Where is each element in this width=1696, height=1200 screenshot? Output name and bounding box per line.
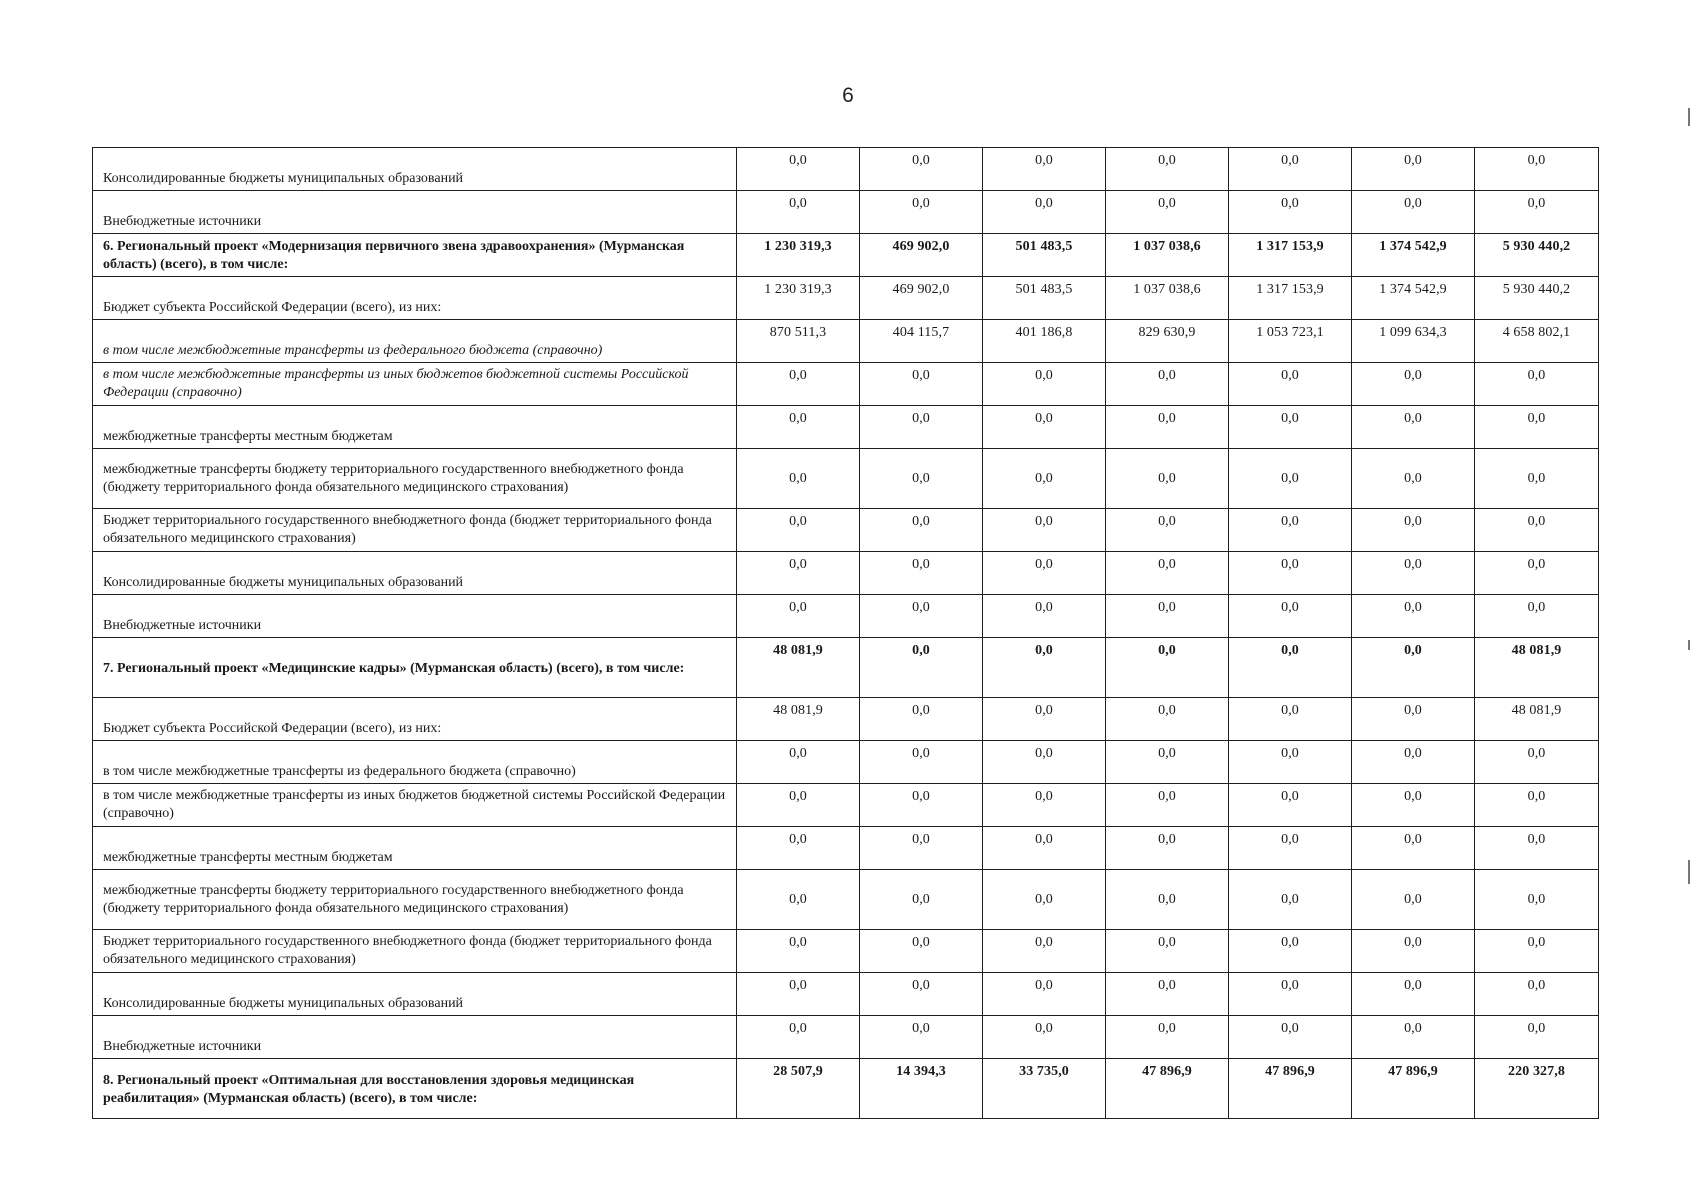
value-cell: 0,0 (737, 1016, 860, 1059)
value-cell: 870 511,3 (737, 320, 860, 363)
table-row (93, 277, 1599, 320)
value-cell: 0,0 (1352, 827, 1475, 870)
value-cell: 1 374 542,9 (1352, 234, 1475, 277)
value-cell: 0,0 (1352, 870, 1475, 930)
value-cell: 0,0 (1475, 595, 1599, 638)
value-cell: 0,0 (860, 509, 983, 552)
value-cell: 0,0 (1229, 973, 1352, 1016)
row-label: 7. Региональный проект «Медицинские кадры» (Мурманская область) (всего), в том числе: (93, 638, 737, 698)
value-cell: 0,0 (983, 363, 1106, 406)
value-cell: 28 507,9 (737, 1059, 860, 1119)
value-cell: 0,0 (860, 827, 983, 870)
value-cell: 0,0 (1229, 698, 1352, 741)
value-cell: 0,0 (1106, 191, 1229, 234)
scan-edge-mark (1688, 860, 1690, 884)
value-cell: 0,0 (1106, 741, 1229, 784)
row-label: Бюджет территориального государственного внебюджетного фонда (бюджет территориального фонда обязательного медицинского страхования) (93, 930, 737, 973)
value-cell: 0,0 (1475, 741, 1599, 784)
value-cell: 0,0 (737, 191, 860, 234)
value-cell: 0,0 (860, 449, 983, 509)
value-cell: 0,0 (1475, 148, 1599, 191)
table-row (93, 930, 1599, 973)
value-cell: 829 630,9 (1106, 320, 1229, 363)
value-cell: 0,0 (1475, 406, 1599, 449)
value-cell: 1 230 319,3 (737, 277, 860, 320)
value-cell: 0,0 (860, 1016, 983, 1059)
value-cell: 0,0 (860, 638, 983, 698)
value-cell: 0,0 (1229, 363, 1352, 406)
value-cell: 5 930 440,2 (1475, 277, 1599, 320)
value-cell: 0,0 (983, 595, 1106, 638)
value-cell: 0,0 (860, 191, 983, 234)
value-cell: 0,0 (983, 552, 1106, 595)
value-cell: 501 483,5 (983, 277, 1106, 320)
value-cell: 0,0 (1475, 552, 1599, 595)
value-cell: 0,0 (1352, 509, 1475, 552)
value-cell: 0,0 (1229, 784, 1352, 827)
value-cell: 0,0 (1106, 638, 1229, 698)
row-label: межбюджетные трансферты бюджету территориального государственного внебюджетного фонда (бюджету территориального фонда обязательного медицинского страхования) (93, 870, 737, 930)
value-cell: 0,0 (1475, 784, 1599, 827)
value-cell: 401 186,8 (983, 320, 1106, 363)
value-cell: 0,0 (860, 363, 983, 406)
table-row (93, 973, 1599, 1016)
table-row (93, 784, 1599, 827)
value-cell: 0,0 (1229, 930, 1352, 973)
row-label: Консолидированные бюджеты муниципальных образований (93, 148, 737, 191)
value-cell: 1 317 153,9 (1229, 277, 1352, 320)
row-label: в том числе межбюджетные трансферты из федерального бюджета (справочно) (93, 320, 737, 363)
value-cell: 0,0 (1475, 930, 1599, 973)
value-cell: 0,0 (1352, 784, 1475, 827)
value-cell: 0,0 (1106, 930, 1229, 973)
value-cell: 0,0 (983, 638, 1106, 698)
value-cell: 0,0 (1475, 449, 1599, 509)
value-cell: 0,0 (983, 870, 1106, 930)
value-cell: 0,0 (1352, 638, 1475, 698)
value-cell: 0,0 (1229, 148, 1352, 191)
value-cell: 1 053 723,1 (1229, 320, 1352, 363)
scan-edge-mark (1688, 640, 1690, 650)
value-cell: 0,0 (1106, 148, 1229, 191)
value-cell: 0,0 (1352, 698, 1475, 741)
value-cell: 0,0 (1475, 973, 1599, 1016)
row-label: 6. Региональный проект «Модернизация первичного звена здравоохранения» (Мурманская область) (всего), в том числе: (93, 234, 737, 277)
row-label: Консолидированные бюджеты муниципальных образований (93, 552, 737, 595)
value-cell: 0,0 (1106, 973, 1229, 1016)
value-cell: 0,0 (1106, 449, 1229, 509)
table-row (93, 552, 1599, 595)
value-cell: 0,0 (1106, 363, 1229, 406)
table-row (93, 638, 1599, 698)
value-cell: 0,0 (1475, 1016, 1599, 1059)
scan-edge-mark (1688, 108, 1690, 126)
value-cell: 47 896,9 (1229, 1059, 1352, 1119)
value-cell: 0,0 (737, 595, 860, 638)
value-cell: 0,0 (737, 930, 860, 973)
value-cell: 0,0 (1475, 191, 1599, 234)
value-cell: 0,0 (1352, 449, 1475, 509)
table-row (93, 191, 1599, 234)
value-cell: 0,0 (1352, 741, 1475, 784)
value-cell: 33 735,0 (983, 1059, 1106, 1119)
value-cell: 0,0 (860, 784, 983, 827)
row-label: в том числе межбюджетные трансферты из иных бюджетов бюджетной системы Российской Федерации (справочно) (93, 784, 737, 827)
row-label: в том числе межбюджетные трансферты из иных бюджетов бюджетной системы Российской Федерации (справочно) (93, 363, 737, 406)
value-cell: 0,0 (983, 449, 1106, 509)
row-label: 8. Региональный проект «Оптимальная для восстановления здоровья медицинская реабилитация» (Мурманская область) (всего), в том числе: (93, 1059, 737, 1119)
table-row (93, 234, 1599, 277)
value-cell: 0,0 (1229, 595, 1352, 638)
value-cell: 404 115,7 (860, 320, 983, 363)
row-label: Бюджет субъекта Российской Федерации (всего), из них: (93, 698, 737, 741)
row-label: Внебюджетные источники (93, 595, 737, 638)
value-cell: 0,0 (983, 509, 1106, 552)
value-cell: 0,0 (1229, 870, 1352, 930)
value-cell: 0,0 (1106, 784, 1229, 827)
value-cell: 0,0 (860, 595, 983, 638)
value-cell: 5 930 440,2 (1475, 234, 1599, 277)
value-cell: 0,0 (1106, 552, 1229, 595)
value-cell: 0,0 (860, 741, 983, 784)
value-cell: 14 394,3 (860, 1059, 983, 1119)
value-cell: 1 037 038,6 (1106, 234, 1229, 277)
value-cell: 0,0 (1229, 191, 1352, 234)
table-row (93, 1016, 1599, 1059)
value-cell: 0,0 (983, 930, 1106, 973)
value-cell: 0,0 (1352, 973, 1475, 1016)
table-body (93, 148, 1599, 1119)
value-cell: 0,0 (1229, 406, 1352, 449)
value-cell: 0,0 (1229, 509, 1352, 552)
value-cell: 1 230 319,3 (737, 234, 860, 277)
value-cell: 0,0 (860, 552, 983, 595)
value-cell: 0,0 (860, 148, 983, 191)
value-cell: 0,0 (737, 973, 860, 1016)
value-cell: 0,0 (1352, 595, 1475, 638)
value-cell: 0,0 (1475, 509, 1599, 552)
value-cell: 0,0 (1106, 870, 1229, 930)
value-cell: 0,0 (737, 827, 860, 870)
value-cell: 0,0 (1106, 406, 1229, 449)
value-cell: 48 081,9 (1475, 698, 1599, 741)
value-cell: 0,0 (983, 827, 1106, 870)
value-cell: 0,0 (1106, 698, 1229, 741)
value-cell: 1 099 634,3 (1352, 320, 1475, 363)
value-cell: 0,0 (1106, 1016, 1229, 1059)
budget-table (92, 147, 1599, 1119)
table-row (93, 320, 1599, 363)
value-cell: 220 327,8 (1475, 1059, 1599, 1119)
value-cell: 0,0 (983, 191, 1106, 234)
table-row (93, 870, 1599, 930)
row-label: Бюджет территориального государственного внебюджетного фонда (бюджет территориального фонда обязательного медицинского страхования) (93, 509, 737, 552)
row-label: межбюджетные трансферты бюджету территориального государственного внебюджетного фонда (бюджету территориального фонда обязательного медицинского страхования) (93, 449, 737, 509)
table-row (93, 509, 1599, 552)
value-cell: 0,0 (860, 930, 983, 973)
value-cell: 0,0 (1229, 449, 1352, 509)
value-cell: 0,0 (737, 449, 860, 509)
page-number: 6 (842, 84, 854, 107)
table-row (93, 741, 1599, 784)
value-cell: 0,0 (1229, 827, 1352, 870)
value-cell: 0,0 (983, 406, 1106, 449)
value-cell: 0,0 (1106, 827, 1229, 870)
value-cell: 4 658 802,1 (1475, 320, 1599, 363)
value-cell: 0,0 (983, 784, 1106, 827)
row-label: Консолидированные бюджеты муниципальных образований (93, 973, 737, 1016)
value-cell: 0,0 (737, 870, 860, 930)
value-cell: 0,0 (1352, 552, 1475, 595)
value-cell: 0,0 (1475, 870, 1599, 930)
value-cell: 0,0 (1229, 1016, 1352, 1059)
value-cell: 0,0 (1106, 509, 1229, 552)
value-cell: 0,0 (1352, 406, 1475, 449)
value-cell: 1 317 153,9 (1229, 234, 1352, 277)
value-cell: 1 374 542,9 (1352, 277, 1475, 320)
value-cell: 48 081,9 (737, 638, 860, 698)
row-label: Внебюджетные источники (93, 191, 737, 234)
row-label: Внебюджетные источники (93, 1016, 737, 1059)
value-cell: 47 896,9 (1352, 1059, 1475, 1119)
value-cell: 0,0 (1352, 1016, 1475, 1059)
value-cell: 469 902,0 (860, 277, 983, 320)
value-cell: 0,0 (1475, 363, 1599, 406)
value-cell: 0,0 (860, 870, 983, 930)
table-row (93, 449, 1599, 509)
value-cell: 0,0 (860, 698, 983, 741)
row-label: межбюджетные трансферты местным бюджетам (93, 406, 737, 449)
value-cell: 0,0 (737, 552, 860, 595)
row-label: в том числе межбюджетные трансферты из федерального бюджета (справочно) (93, 741, 737, 784)
value-cell: 0,0 (737, 509, 860, 552)
value-cell: 501 483,5 (983, 234, 1106, 277)
value-cell: 0,0 (1352, 148, 1475, 191)
value-cell: 48 081,9 (1475, 638, 1599, 698)
value-cell: 1 037 038,6 (1106, 277, 1229, 320)
value-cell: 0,0 (1352, 363, 1475, 406)
table-row (93, 698, 1599, 741)
value-cell: 0,0 (983, 973, 1106, 1016)
value-cell: 0,0 (983, 148, 1106, 191)
table-row (93, 363, 1599, 406)
value-cell: 0,0 (737, 363, 860, 406)
value-cell: 0,0 (1229, 741, 1352, 784)
value-cell: 0,0 (1106, 595, 1229, 638)
value-cell: 47 896,9 (1106, 1059, 1229, 1119)
row-label: межбюджетные трансферты местным бюджетам (93, 827, 737, 870)
table-row (93, 406, 1599, 449)
table-row (93, 595, 1599, 638)
value-cell: 48 081,9 (737, 698, 860, 741)
value-cell: 0,0 (1475, 827, 1599, 870)
value-cell: 0,0 (860, 973, 983, 1016)
table-row (93, 1059, 1599, 1119)
table-row (93, 148, 1599, 191)
row-label: Бюджет субъекта Российской Федерации (всего), из них: (93, 277, 737, 320)
value-cell: 0,0 (737, 148, 860, 191)
value-cell: 0,0 (1229, 552, 1352, 595)
value-cell: 0,0 (1229, 638, 1352, 698)
value-cell: 469 902,0 (860, 234, 983, 277)
value-cell: 0,0 (737, 741, 860, 784)
value-cell: 0,0 (1352, 191, 1475, 234)
value-cell: 0,0 (983, 741, 1106, 784)
value-cell: 0,0 (1352, 930, 1475, 973)
value-cell: 0,0 (983, 1016, 1106, 1059)
value-cell: 0,0 (737, 784, 860, 827)
table-row (93, 827, 1599, 870)
value-cell: 0,0 (737, 406, 860, 449)
value-cell: 0,0 (860, 406, 983, 449)
value-cell: 0,0 (983, 698, 1106, 741)
